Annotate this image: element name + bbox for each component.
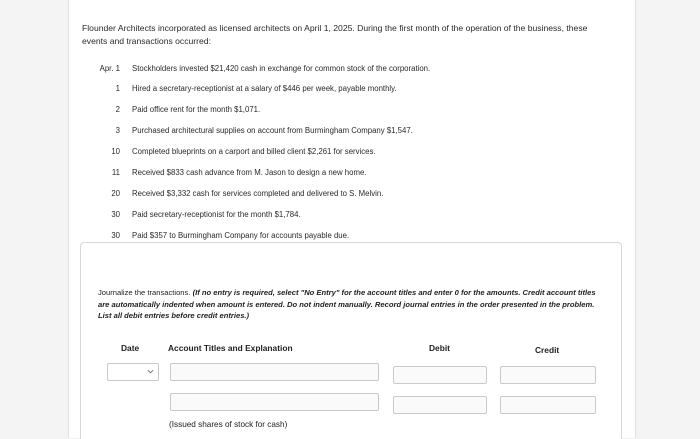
event-text: Received $3,332 cash for services completed and delivered to S. Melvin.	[132, 189, 384, 198]
debit-input[interactable]	[393, 396, 487, 414]
account-title-input[interactable]	[170, 393, 379, 411]
credit-input[interactable]	[500, 396, 596, 414]
entry-explanation: (Issued shares of stock for cash)	[169, 420, 288, 429]
problem-intro: Flounder Architects incorporated as licensed architects on April 1, 2025. During the first month of the operation of the business, these events and transactions occurred:	[82, 23, 588, 46]
event-text: Paid office rent for the month $1,071.	[132, 105, 261, 114]
credit-column-header: Credit	[535, 345, 560, 355]
event-date: 11	[111, 168, 120, 177]
event-text: Purchased architectural supplies on account from Burmingham Company $1,547.	[132, 126, 413, 135]
event-date: 1	[115, 84, 120, 93]
event-date: Apr. 1	[99, 64, 120, 73]
event-date: 30	[111, 210, 120, 219]
chevron-down-icon	[147, 368, 154, 375]
event-text: Hired a secretary-receptionist at a salary of $446 per week, payable monthly.	[132, 84, 397, 93]
date-select[interactable]	[107, 363, 159, 381]
instructions	[98, 287, 608, 322]
account-title-input[interactable]	[170, 363, 379, 381]
instructions-lead: Journalize the transactions.	[98, 288, 193, 297]
event-text: Paid secretary-receptionist for the month $1,784.	[132, 210, 301, 219]
event-date: 10	[111, 147, 120, 156]
date-column-header: Date	[121, 343, 140, 353]
event-date: 30	[111, 231, 120, 240]
event-text: Paid $357 to Burmingham Company for accounts payable due.	[132, 231, 350, 240]
debit-column-header: Debit	[429, 343, 450, 353]
event-date: 3	[115, 126, 120, 135]
debit-input[interactable]	[393, 366, 487, 384]
credit-input[interactable]	[500, 366, 596, 384]
event-date: 20	[111, 189, 120, 198]
account-column-header: Account Titles and Explanation	[168, 343, 293, 353]
event-text: Received $833 cash advance from M. Jason to design a new home.	[132, 168, 367, 177]
event-text: Stockholders invested $21,420 cash in exchange for common stock of the corporation.	[132, 64, 431, 73]
event-text: Completed blueprints on a carport and billed client $2,261 for services.	[132, 147, 376, 156]
event-date: 2	[115, 105, 120, 114]
instructions-note: (If no entry is required, select "No Entry" for the account titles and enter 0 for the amounts. Credit account titles are automatically indented when amount is entered. Do not indent manually. Record journal entries in the order presented in the problem. List all debit entries before credit entries.)	[98, 288, 596, 320]
